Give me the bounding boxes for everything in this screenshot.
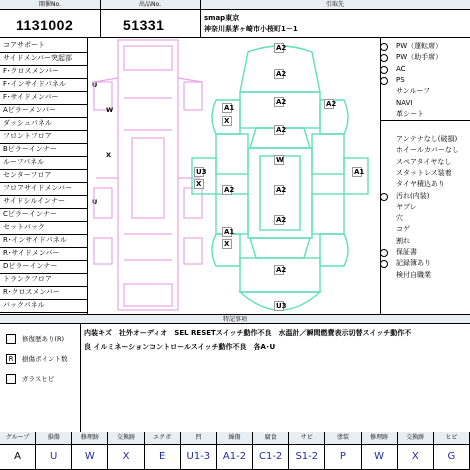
frame-damage-mark: X [106,151,112,159]
frame-item-mark: U [92,198,98,206]
legend-box: R [6,354,16,364]
damage-code: A2 [276,98,287,106]
exhibit-no-label: 開催No. [39,1,61,8]
frame-item: フロアサイドメンバー [3,184,72,192]
grade-value: W [72,444,108,470]
lot-no-label: 出品No. [139,1,161,8]
frame-damage-mark: W [106,106,114,114]
grade-header: エクボ [145,432,181,444]
grade-header: 修理跡 [362,432,398,444]
option-item: 記録簿あり [396,259,431,268]
notes-line-2: 良 イルミネーションコントロールスイッチ動作不良 各A･U [84,343,276,351]
frame-item: F･インサイドパネル [3,80,66,88]
frame-item: R･インサイドパネル [3,236,67,244]
frame-outline [94,40,202,310]
option-item: 汚れ(内装) [396,191,430,200]
damage-code: A2 [276,70,287,78]
option-item: ホイールカバーなし [396,146,459,155]
frame-item: ダッシュパネル [3,119,52,127]
option-item: 割れ [396,236,410,245]
check-circle-icon[interactable] [380,43,388,51]
grade-header: 修理跡 [72,432,108,444]
frame-item: Dピラーインナー [3,262,58,270]
legend-box [6,334,16,344]
grade-header: 凹 [181,432,217,444]
option-item: アンテナなし(破損) [396,135,458,143]
option-item: 革シート [396,109,424,118]
grade-header: 交換跡 [108,432,144,444]
frame-item: セットバック [3,223,45,231]
frame-item: バックパネル [3,301,45,309]
frame-item: Bピラーインナー [3,145,57,153]
legend-label: 修復歴あり(R) [22,335,65,343]
damage-code: A2 [326,100,337,108]
option-item: スタットレス装着 [396,168,452,177]
frame-item: Cピラーインナー [3,210,57,218]
frame-item: F･サイドメンバー [3,93,59,101]
check-circle-icon[interactable] [380,193,388,201]
frame-item: Aピラーメンバー [3,106,56,114]
grade-value: A1-2 [217,444,253,470]
grade-value: P [325,444,361,470]
damage-code: U3 [196,168,207,176]
option-item: サンルーフ [396,87,431,96]
check-circle-icon[interactable] [380,77,388,85]
option-item: ヤブレ [396,202,417,211]
grade-header: 腐食 [253,432,289,444]
grade-value: X [398,444,434,470]
damage-code: A1 [354,168,365,176]
legend-box [6,374,16,384]
option-item: 保証書 [396,248,417,256]
frame-item: ルーフパネル [3,158,45,166]
check-circle-icon[interactable] [380,249,388,257]
grade-value: X [108,444,144,470]
lot-no: 51331 [123,17,165,33]
grade-value: A [0,444,36,470]
option-item: AC [396,64,406,73]
damage-code: W [276,156,284,164]
damage-code: A2 [276,266,287,274]
exhibit-no: 1131002 [16,17,74,33]
notes-title: 特記事項 [222,316,247,323]
pickup-name: smap東京 [204,14,240,22]
grade-value: W [362,444,398,470]
grade-header: 損傷 [36,432,72,444]
legend-label: ガラスヒビ [22,375,55,383]
option-item: 検付自職業 [396,270,431,279]
frame-item: センターフロア [3,171,52,179]
option-item: PS [396,75,405,84]
option-item: NAVI [396,98,413,107]
frame-item: トランクフロア [3,275,52,283]
damage-code: X [224,117,230,125]
notes-line-1: 内装キズ 社外オーディオ SEL RESETスイッチ動作不良 水温計／瞬間燃費表示切替スイッチ動作不 [84,329,412,337]
frame-item: コアサポート [3,41,45,49]
frame-item-divider [0,312,88,313]
damage-code: U3 [276,302,287,310]
option-item: スペアタイヤなし [396,157,452,166]
frame-item: サイドメンバー突起部 [3,54,72,62]
frame-item: フロントフロア [3,132,52,140]
car-diagram-svg [88,38,380,314]
damage-code: A2 [276,186,287,194]
damage-code: A1 [224,104,235,112]
grade-header: 交換跡 [398,432,434,444]
damage-code: A1 [224,228,235,236]
grade-header: 線傷 [217,432,253,444]
damage-code: A2 [276,44,287,52]
frame-item: R･サイドメンバー [3,249,60,257]
damage-code: A2 [276,126,287,134]
option-item: タイヤ積込あり [396,180,445,189]
frame-item: R･クロスメンバー [3,288,60,296]
legend-label: 損傷ポイント数 [22,355,68,363]
grade-header: サビ [289,432,325,444]
grade-value: E [145,444,181,470]
grade-header: 塗装 [325,432,361,444]
option-item: PW（助手席） [396,53,443,62]
grade-header: ヒビ [434,432,470,444]
frame-item: サイドシルインナー [3,197,65,205]
grade-value: U [36,444,72,470]
grade-value: C1-2 [253,444,289,470]
option-item: 穴 [396,214,403,223]
option-item: PW（運転席） [396,42,443,50]
frame-item-mark: U [92,81,98,89]
damage-code: A2 [224,186,235,194]
damage-code: A2 [276,216,287,224]
grade-value: G [434,444,470,470]
pickup-label: 引取先 [325,1,344,8]
damage-code: X [224,240,230,248]
grade-value: U1-3 [181,444,217,470]
option-item: コゲ [396,225,410,234]
grade-value: S1-2 [289,444,325,470]
pickup-address: 神奈川県茅ヶ崎市小桜町1－1 [204,25,298,33]
grade-header: グループ [0,432,36,444]
check-circle-icon[interactable] [380,66,388,74]
damage-code: X [196,180,202,188]
frame-item: F･クロスメンバー [3,67,60,75]
